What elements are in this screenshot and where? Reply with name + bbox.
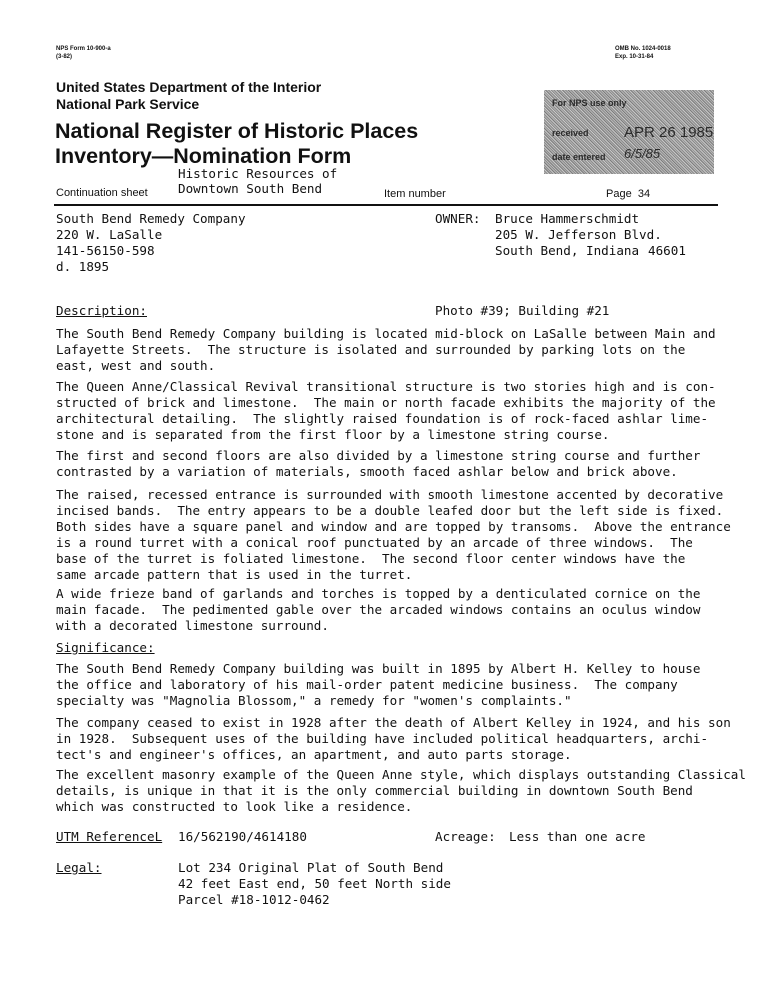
item-number-label: Item number [384,188,446,200]
significance-heading: Significance: [56,640,155,655]
legal-line-3: Parcel #18-1012-0462 [178,892,330,907]
description-heading: Description: [56,303,147,318]
legal-line-1: Lot 234 Original Plat of South Bend [178,860,444,875]
owner-zip: 46601 [648,243,686,258]
expiration-date: Exp. 10-31-84 [615,54,654,60]
description-paragraph-4: The raised, recessed entrance is surrounded with smooth limestone accented by decorative incised bands. The entry appears to be a double leafed door but the left side is fixed. Both sides have a square panel and window and are topped by transoms. Above the entrance is a round turret with a conical roof punctuated by an arcade of three windows. The base of the turret is foliated limestone. The second floor center windows have the same arcade pattern that is used in the turret. [56,487,731,582]
stamp-line3: date entered [552,152,606,162]
photo-reference: Photo #39; Building #21 [435,303,610,318]
owner-label: OWNER: [435,211,481,226]
description-paragraph-1: The South Bend Remedy Company building is located mid-block on LaSalle between Main and Lafayette Streets. The structure is isolated and surrounded by parking lots on the east, west and south. [56,326,716,373]
stamp-line2: received [552,128,589,138]
description-paragraph-3: The first and second floors are also divided by a limestone string course and further contrasted by a variation of materials, smooth faced ashlar below and brick above. [56,448,701,479]
owner-name: Bruce Hammerschmidt [495,211,640,226]
department-name: United States Department of the Interior [56,79,322,95]
page-label: Page 34 [606,188,651,200]
description-paragraph-5: A wide frieze band of garlands and torches is topped by a denticulated cornice on the main facade. The pedimented gable over the arcaded windows contains an oculus window with a decorated limestone surround. [56,586,701,633]
stamp-received-date: APR 26 1985 [624,124,714,141]
subtitle-line2: Downtown South Bend [178,181,323,196]
description-paragraph-2: The Queen Anne/Classical Revival transitional structure is two stories high and is con- structed of brick and limestone. The main or north facade exhibits the majority of the architectural detailing. The slightly raised foundation is of rock-faced ashlar lime- stone and is separated from the first floor by a limestone string course. [56,379,716,442]
significance-paragraph-3: The excellent masonry example of the Queen Anne style, which displays outstanding Classical details, is unique in that it is the only commercial building in downtown South Bend which was constructed to look like a residence. [56,767,746,814]
form-title-line1: National Register of Historic Places [55,119,419,143]
page-number: 34 [637,188,651,200]
utm-label: UTM ReferenceL [56,829,163,844]
legal-line-2: 42 feet East end, 50 feet North side [178,876,451,891]
stamp-line1: For NPS use only [552,98,627,108]
header-rule [54,204,718,206]
owner-city: South Bend, Indiana [495,243,640,258]
property-parcel-code: 141-56150-598 [56,243,155,258]
property-date: d. 1895 [56,259,110,274]
significance-paragraph-2: The company ceased to exist in 1928 after the death of Albert Kelley in 1924, and his son in 1928. Subsequent uses of the building have included political headquarters, archi- tect's and engineer's offices, an apartment, and auto parts storage. [56,715,731,762]
owner-address: 205 W. Jefferson Blvd. [495,227,662,242]
service-name: National Park Service [56,96,200,112]
legal-label: Legal: [56,860,102,875]
utm-value: 16/562190/4614180 [178,829,307,844]
omb-number: OMB No. 1024-0018 [615,46,671,52]
form-date: (3-82) [56,54,73,60]
acreage-value: Less than one acre [509,829,646,844]
property-name: South Bend Remedy Company [56,211,246,226]
significance-paragraph-1: The South Bend Remedy Company building was built in 1895 by Albert H. Kelley to house the office and laboratory of his mail-order patent medicine business. The company specialty was "Magnolia Blossom," a remedy for "women's complaints." [56,661,701,708]
continuation-sheet-label: Continuation sheet [56,187,148,199]
subtitle-line1: Historic Resources of [178,166,338,181]
stamp-entered-date: 6/5/85 [624,146,661,161]
nps-use-stamp [544,90,714,174]
form-title-line2: Inventory—Nomination Form [55,144,352,168]
form-number: NPS Form 10-900-a [56,46,111,52]
acreage-label: Acreage: [435,829,496,844]
property-address: 220 W. LaSalle [56,227,163,242]
